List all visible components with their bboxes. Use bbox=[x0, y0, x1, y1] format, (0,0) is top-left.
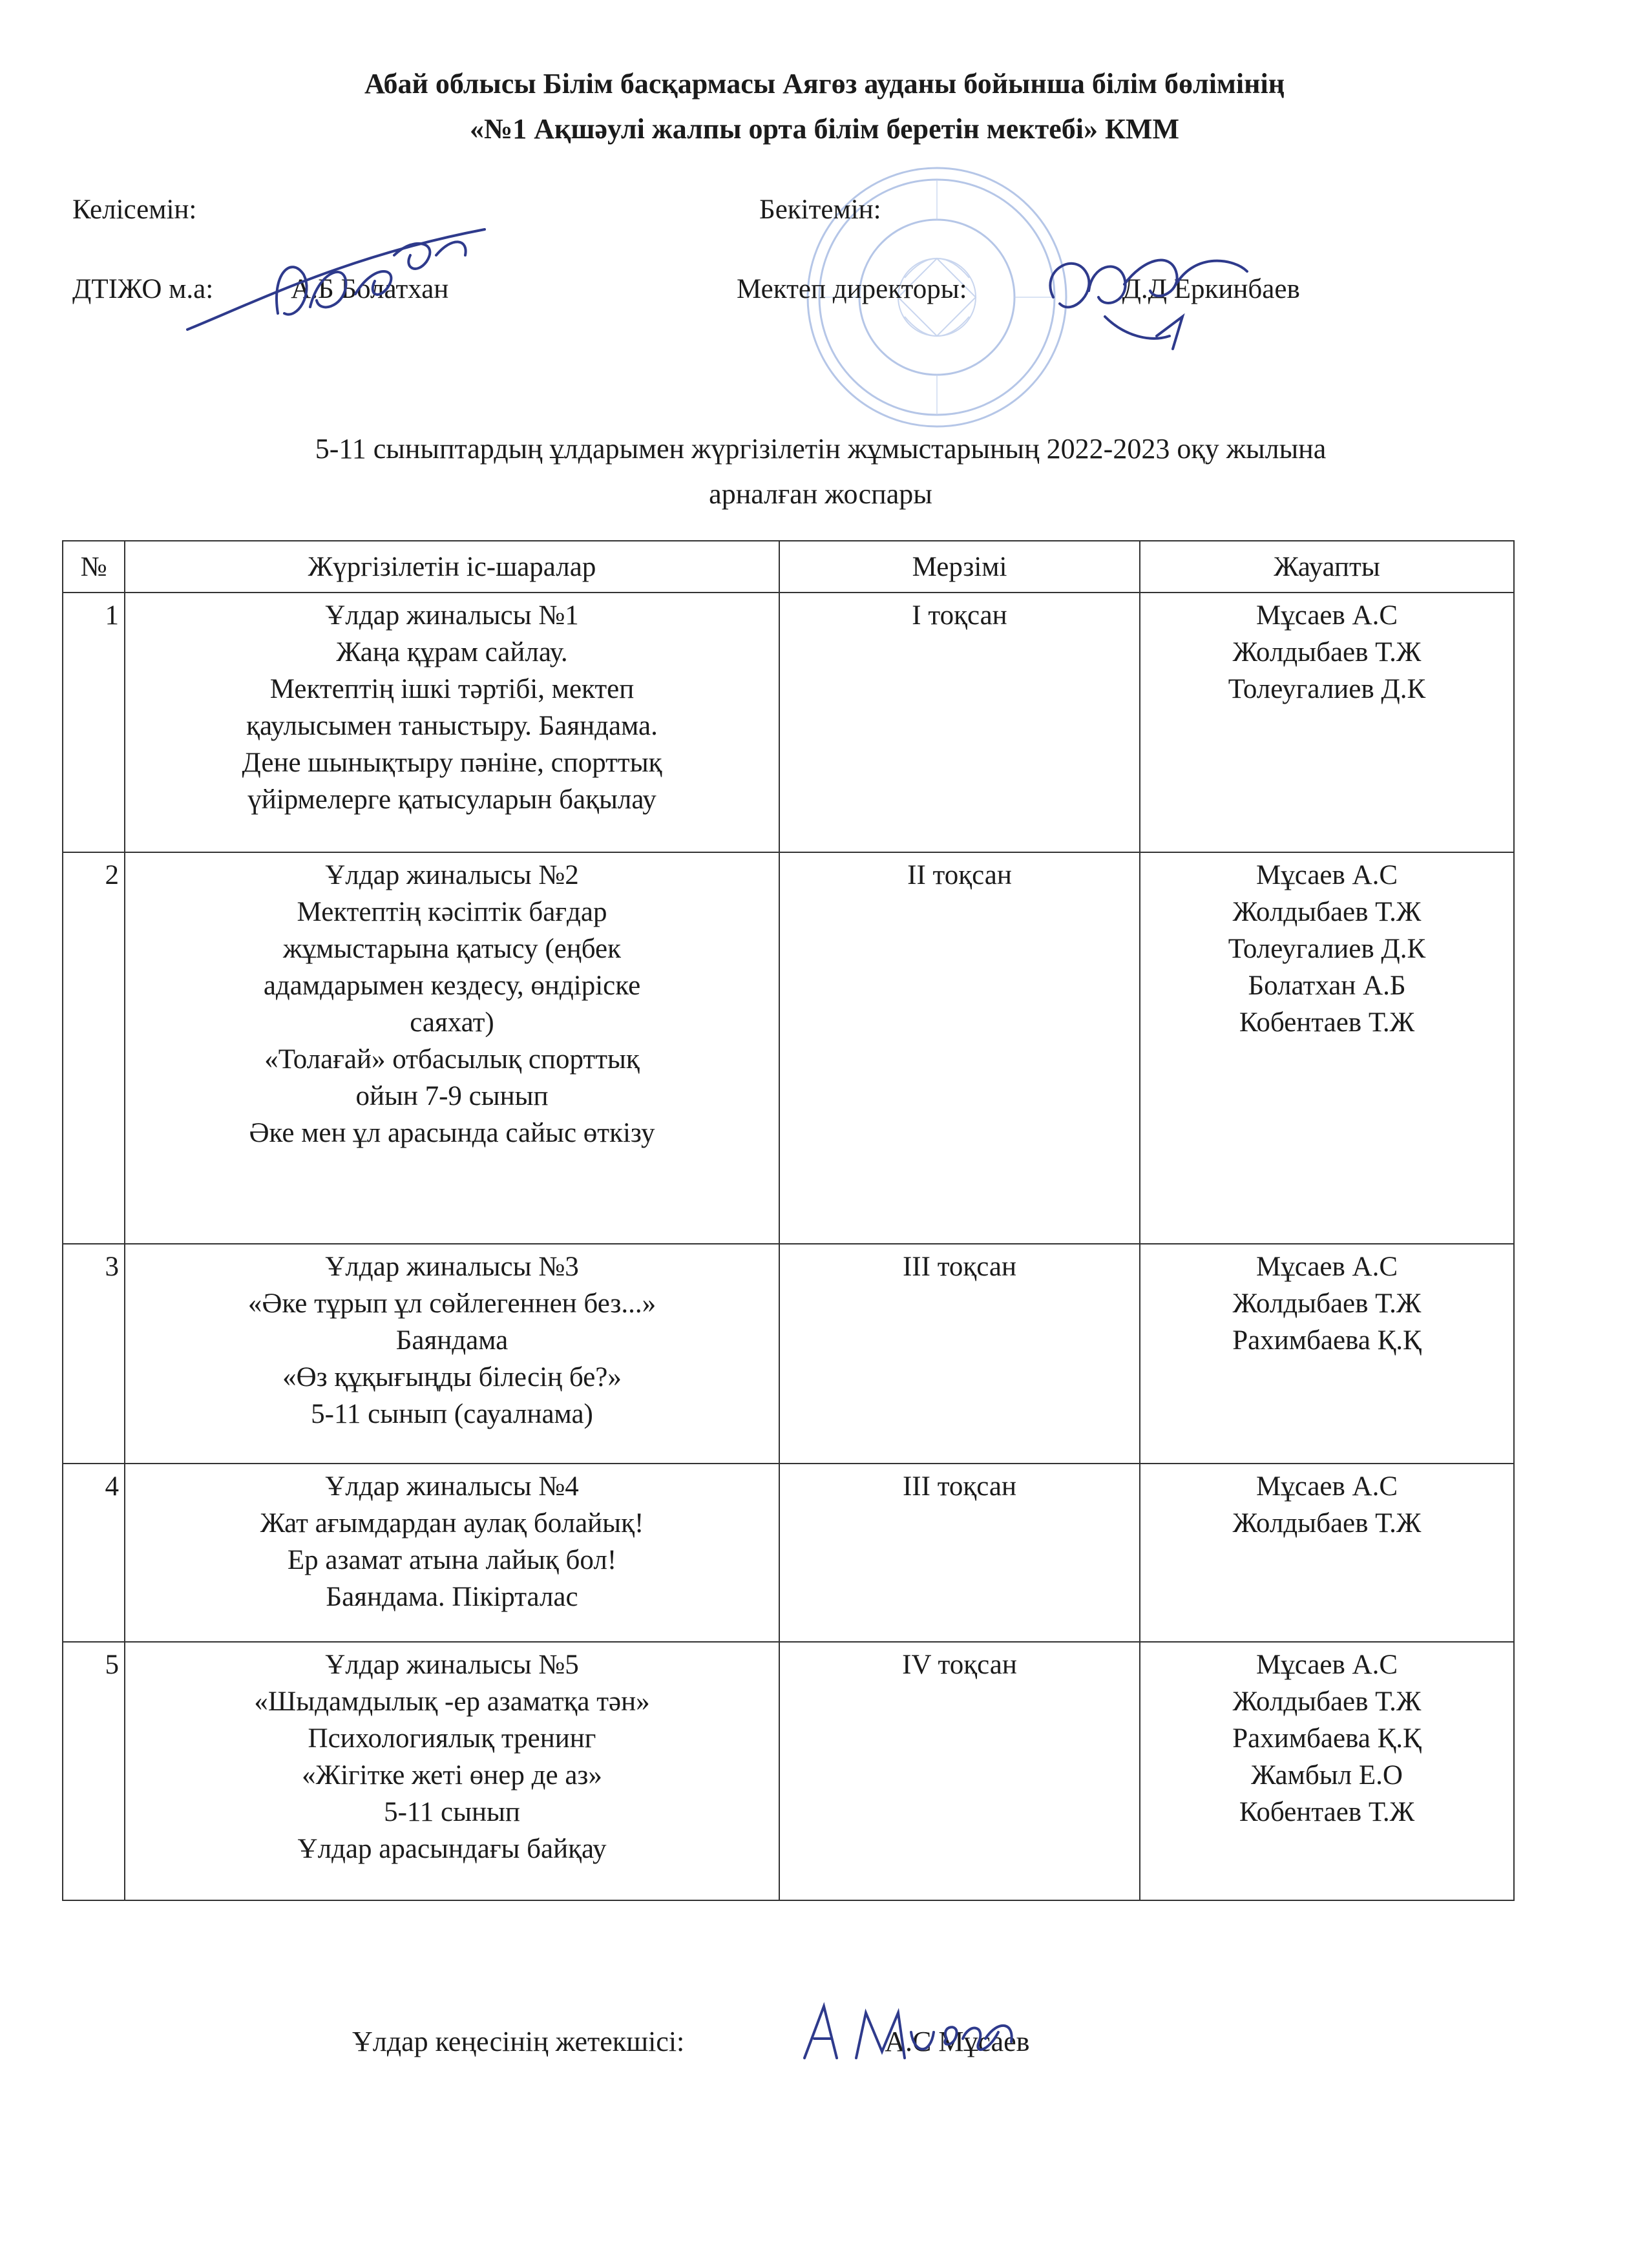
responsible-line: Рахимбаева Қ.Қ bbox=[1232, 1723, 1422, 1754]
approved-name: Д.Д Еркинбаев bbox=[1122, 274, 1300, 304]
activity-line: Ұлдар жиналысы №5 bbox=[325, 1650, 579, 1680]
responsible-line: Жолдыбаев Т.Ж bbox=[1232, 1686, 1422, 1717]
row-activity bbox=[125, 1464, 779, 1642]
activity-line: «Өз құқығыңды білесің бе?» bbox=[282, 1362, 622, 1392]
responsible-line: Жолдыбаев Т.Ж bbox=[1232, 637, 1422, 667]
header-number: № bbox=[63, 541, 125, 593]
responsible-line: Жолдыбаев Т.Ж bbox=[1232, 1508, 1422, 1538]
row-number: 1 bbox=[63, 593, 125, 852]
activity-line: «Жігітке жеті өнер де аз» bbox=[302, 1760, 602, 1790]
table-row bbox=[63, 852, 1514, 1244]
activity-line: Ұлдар жиналысы №1 bbox=[325, 600, 579, 631]
activity-line: Ер азамат атына лайық бол! bbox=[287, 1545, 617, 1575]
responsible-line: Жолдыбаев Т.Ж bbox=[1232, 1288, 1422, 1319]
activity-line: «Әке тұрып ұл сөйлегеннен без...» bbox=[247, 1288, 656, 1319]
responsible-line: Жамбыл Е.О bbox=[1251, 1760, 1403, 1790]
agreed-position: ДТІЖО м.а: bbox=[72, 274, 214, 304]
table-row bbox=[63, 1244, 1514, 1464]
responsible-line: Жолдыбаев Т.Ж bbox=[1232, 897, 1422, 927]
activity-line: Ұлдар жиналысы №3 bbox=[325, 1252, 579, 1282]
signature-right bbox=[1027, 239, 1260, 362]
activity-line: Жаңа құрам сайлау. bbox=[336, 637, 568, 667]
activity-line: Ұлдар арасындағы байқау bbox=[297, 1834, 607, 1864]
row-number: 3 bbox=[63, 1244, 125, 1464]
activity-line: «Шыдамдылық -ер азаматқа тән» bbox=[254, 1686, 650, 1717]
approved-position: Мектеп директоры: bbox=[737, 274, 967, 304]
activity-line: Психологиялық тренинг bbox=[308, 1723, 596, 1754]
responsible-line: Мұсаев А.С bbox=[1255, 1471, 1398, 1502]
activity-line: 5-11 сынып bbox=[384, 1797, 520, 1827]
header-line-2: «№1 Ақшәулі жалпы орта білім беретін мектебі» КММ bbox=[470, 113, 1179, 145]
header-responsible: Жауапты bbox=[1140, 541, 1514, 593]
row-responsible bbox=[1140, 1464, 1514, 1642]
activity-line: саяхат) bbox=[410, 1007, 494, 1038]
activity-line: Жат ағымдардан аулақ болайық! bbox=[260, 1508, 644, 1538]
responsible-line: Кобентаев Т.Ж bbox=[1239, 1797, 1415, 1827]
activity-line: Мектептің кәсіптік бағдар bbox=[297, 897, 607, 927]
plan-table bbox=[62, 540, 1515, 1901]
row-responsible bbox=[1140, 852, 1514, 1244]
table-row bbox=[63, 1642, 1514, 1900]
activity-line: адамдарымен кездесу, өндіріске bbox=[263, 971, 641, 1001]
row-responsible bbox=[1140, 1642, 1514, 1900]
activity-line: Баяндама. Пікірталас bbox=[326, 1582, 578, 1612]
plan-title-line-2: арналған жоспары bbox=[709, 478, 932, 510]
row-number: 5 bbox=[63, 1642, 125, 1900]
row-activity bbox=[125, 852, 779, 1244]
approved-label: Бекітемін: bbox=[759, 194, 881, 225]
leader-name: А.С Мұсаев bbox=[885, 2026, 1030, 2057]
responsible-line: Мұсаев А.С bbox=[1255, 1650, 1398, 1680]
activity-line: Мектептің ішкі тәртібі, мектеп bbox=[269, 674, 635, 704]
responsible-line: Кобентаев Т.Ж bbox=[1239, 1007, 1415, 1038]
row-period: ІІ тоқсан bbox=[779, 852, 1140, 1244]
activity-line: үйірмелерге қатысуларын бақылау bbox=[247, 784, 656, 815]
header-line-1: Абай облысы Білім басқармасы Аягөз ауданы бойынша білім бөлімінің bbox=[364, 68, 1285, 100]
row-responsible bbox=[1140, 593, 1514, 852]
responsible-line: Мұсаев А.С bbox=[1255, 600, 1398, 631]
table-row bbox=[63, 593, 1514, 852]
signature-leader bbox=[792, 1993, 1024, 2071]
responsible-line: Толеугалиев Д.К bbox=[1228, 934, 1426, 964]
row-period: І тоқсан bbox=[779, 593, 1140, 852]
table-row bbox=[63, 1464, 1514, 1642]
row-number: 4 bbox=[63, 1464, 125, 1642]
signature-left bbox=[181, 216, 491, 339]
leader-label: Ұлдар кеңесінің жетекшісі: bbox=[352, 2026, 685, 2057]
activity-line: 5-11 сынып (сауалнама) bbox=[311, 1399, 593, 1429]
activity-line: қаулысымен таныстыру. Баяндама. bbox=[246, 711, 658, 741]
row-period: ІV тоқсан bbox=[779, 1642, 1140, 1900]
activity-line: Ұлдар жиналысы №4 bbox=[325, 1471, 579, 1502]
responsible-line: Рахимбаева Қ.Қ bbox=[1232, 1325, 1422, 1356]
activity-line: жұмыстарына қатысу (еңбек bbox=[282, 934, 622, 964]
activity-line: Ұлдар жиналысы №2 bbox=[325, 860, 579, 890]
header-period: Мерзімі bbox=[779, 541, 1140, 593]
school-header bbox=[0, 61, 1649, 152]
row-activity bbox=[125, 593, 779, 852]
row-responsible bbox=[1140, 1244, 1514, 1464]
row-activity bbox=[125, 1642, 779, 1900]
agreed-label: Келісемін: bbox=[72, 194, 197, 225]
row-activity bbox=[125, 1244, 779, 1464]
responsible-line: Толеугалиев Д.К bbox=[1228, 674, 1426, 704]
plan-title-line-1: 5-11 сыныптардың ұлдарымен жүргізілетін жұмыстарының 2022-2023 оқу жылына bbox=[315, 433, 1327, 465]
activity-line: Баяндама bbox=[395, 1325, 509, 1356]
row-period: ІІІ тоқсан bbox=[779, 1464, 1140, 1642]
activity-line: Әке мен ұл арасында сайыс өткізу bbox=[249, 1118, 655, 1148]
header-activity: Жүргізілетін іс-шаралар bbox=[125, 541, 779, 593]
row-period: ІІІ тоқсан bbox=[779, 1244, 1140, 1464]
agreed-name: А.Б Болатхан bbox=[291, 274, 449, 304]
activity-line: «Толағай» отбасылық спорттық bbox=[264, 1044, 640, 1075]
activity-line: Дене шынықтыру пәніне, спорттық bbox=[242, 748, 662, 778]
row-number: 2 bbox=[63, 852, 125, 1244]
table-header-row bbox=[63, 541, 1514, 593]
activity-line: ойын 7-9 сынып bbox=[355, 1081, 549, 1111]
plan-title bbox=[97, 426, 1544, 517]
responsible-line: Болатхан А.Б bbox=[1248, 971, 1406, 1001]
responsible-line: Мұсаев А.С bbox=[1255, 1252, 1398, 1282]
responsible-line: Мұсаев А.С bbox=[1255, 860, 1398, 890]
